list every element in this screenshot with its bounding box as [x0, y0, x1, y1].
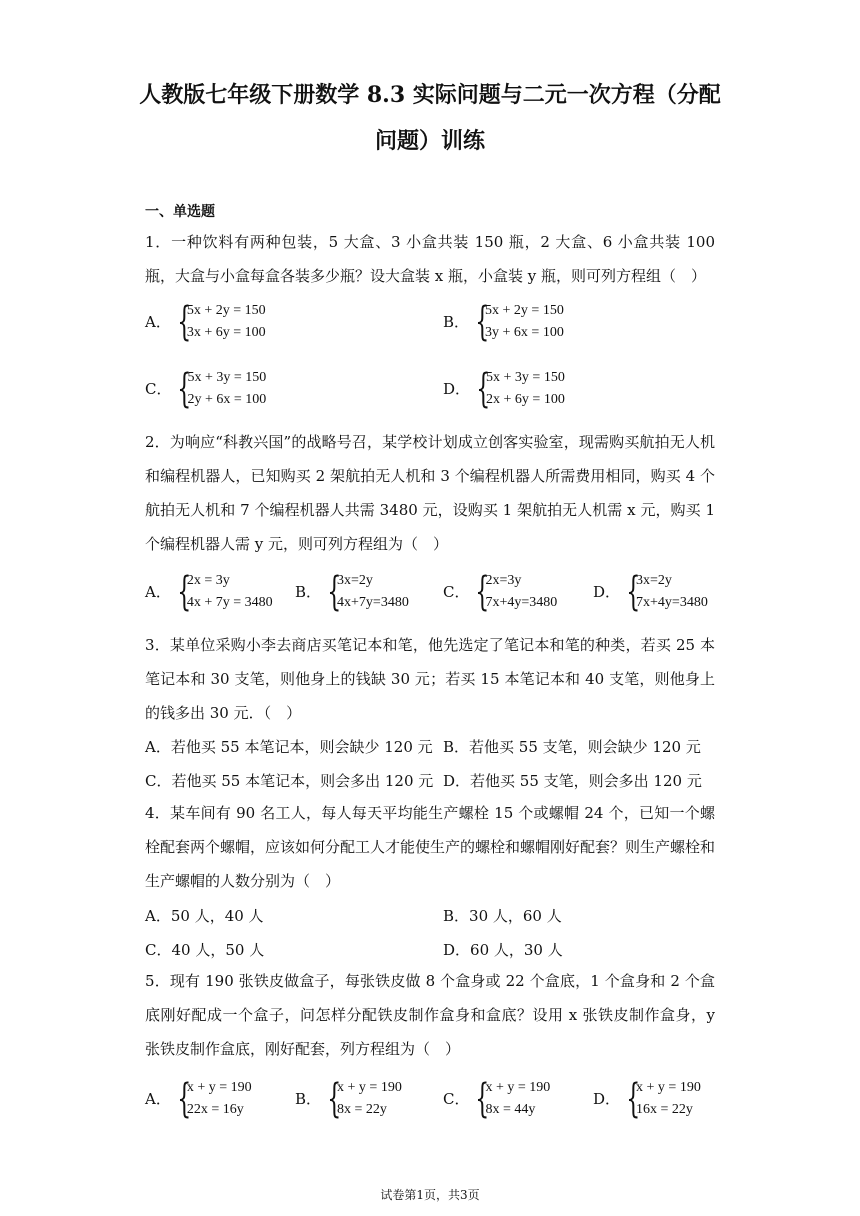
option-text: 50 人，40 人 [170, 907, 264, 925]
equation: 16x = 22y [636, 1102, 693, 1117]
page-footer: 试卷第1页，共3页 [380, 1188, 480, 1202]
option-label: B． [443, 738, 470, 756]
option-label: A． [145, 583, 171, 601]
option-label: A． [145, 907, 171, 925]
question-4-option-b[interactable] [443, 905, 562, 926]
equation: 8x = 22y [337, 1102, 387, 1117]
question-4-text: 4．某车间有 90 名工人，每人每天平均能生产螺栓 15 个或螺帽 24 个，已知一个螺栓配套两个螺帽，应该如何分配工人才能使生产的螺栓和螺帽刚好配套？则生产螺栓和生产螺帽的人数分别为（ ） [145, 804, 716, 890]
question-1-option-d[interactable]: D． { 5x + 3y = 150 2x + 6y = 100 [443, 366, 565, 412]
equation: 5x + 3y = 150 [486, 370, 565, 385]
question-3-text: 3．某单位采购小李去商店买笔记本和笔，他先选定了笔记本和笔的种类，若买 25 本笔记本和 30 支笔，则他身上的钱缺 30 元；若买 15 本笔记本和 40 支笔，则他身上的钱多出 30 元．（ ） [145, 636, 715, 722]
option-label: C． [145, 772, 172, 790]
option-label: D． [443, 380, 471, 398]
equation: 2x=3y [485, 573, 522, 588]
equation: 7x+4y=3480 [485, 595, 558, 610]
option-text: 30 人，60 人 [469, 907, 562, 925]
option-label: C． [443, 583, 470, 601]
equation: 4x + 7y = 3480 [186, 595, 273, 610]
equation: 3x=2y [337, 573, 373, 588]
option-label: C． [145, 941, 172, 959]
option-text: 若他买 55 支笔，则会多出 120 元 [470, 772, 702, 790]
option-label: A． [145, 1090, 171, 1108]
question-1-option-b[interactable]: B． { 5x + 2y = 150 3y + 6x = 100 [443, 299, 564, 345]
equation: 3x + 6y = 100 [186, 325, 266, 340]
question-2-text: 2．为响应“科教兴国”的战略号召，某学校计划成立创客实验室，现需购买航拍无人机和编程机器人，已知购买 2 架航拍无人机和 3 个编程机器人所需费用相同，购买 4 个航拍无人机和 7 个编程机器人共需 3480 元，设购买 1 架航拍无人机需 x 元，购买 1 个编程机器人需 y 元，则可列方程组为（ ） [145, 433, 715, 553]
option-label: B． [443, 907, 470, 925]
equation: 3y + 6x = 100 [485, 325, 564, 340]
title-line-2: 问题）训练 [374, 128, 485, 154]
question-3-option-c[interactable] [145, 770, 433, 791]
question-5-option-b[interactable]: B． { x + y = 190 8x = 22y [295, 1076, 402, 1122]
equation: x + y = 190 [636, 1080, 701, 1095]
equation: 3x=2y [636, 573, 672, 588]
equation: 5x + 3y = 150 [187, 370, 267, 385]
option-label: D． [593, 583, 621, 601]
question-4-option-c[interactable] [145, 939, 264, 960]
page-title [60, 72, 800, 164]
question-5-text: 5．现有 190 张铁皮做盒子，每张铁皮做 8 个盒身或 22 个盒底，1 个盒身和 2 个盒底刚好配成一个盒子，问怎样分配铁皮制作盒身和盒底？设用 x 张铁皮制作盒身，y 张铁皮制作盒底，刚好配套，列方程组为（ ） [145, 972, 715, 1058]
question-1-option-a[interactable]: A． { 5x + 2y = 150 3x + 6y = 100 [145, 299, 266, 345]
question-5-option-a[interactable]: A． { x + y = 190 22x = 16y [145, 1076, 252, 1122]
option-label: A． [145, 313, 171, 331]
option-text: 若他买 55 本笔记本，则会缺少 120 元 [170, 738, 433, 756]
option-label: D． [593, 1090, 621, 1108]
option-label: C． [443, 1090, 470, 1108]
question-3-option-a[interactable] [145, 736, 433, 757]
equation: 2x + 6y = 100 [486, 392, 565, 407]
equation: x + y = 190 [186, 1080, 252, 1095]
question-5-option-d[interactable]: D． { x + y = 190 16x = 22y [593, 1076, 701, 1122]
question-2-option-a[interactable]: A． { 2x = 3y 4x + 7y = 3480 [145, 569, 273, 615]
option-label: D． [443, 941, 471, 959]
question-4-option-d[interactable] [443, 939, 563, 960]
question-1-option-c[interactable]: C． { 5x + 3y = 150 2y + 6x = 100 [145, 366, 267, 412]
title-line-1: 人教版七年级下册数学 8.3 实际问题与二元一次方程（分配 [139, 82, 721, 108]
question-3-option-b[interactable] [443, 736, 701, 757]
option-text: 60 人，30 人 [470, 941, 563, 959]
equation: 5x + 2y = 150 [186, 303, 266, 318]
option-label: B． [295, 583, 322, 601]
equation: 5x + 2y = 150 [485, 303, 564, 318]
equation: 22x = 16y [186, 1102, 244, 1117]
question-2-option-c[interactable]: C． { 2x=3y 7x+4y=3480 [443, 569, 558, 615]
section-heading: 一、单选题 [145, 204, 215, 220]
equation: x + y = 190 [337, 1080, 402, 1095]
equation: x + y = 190 [485, 1080, 551, 1095]
option-text: 40 人，50 人 [171, 941, 265, 959]
question-2-option-b[interactable]: B． { 3x=2y 4x+7y=3480 [295, 569, 409, 615]
question-4-option-a[interactable] [145, 905, 264, 926]
question-5-option-c[interactable]: C． { x + y = 190 8x = 44y [443, 1076, 551, 1122]
option-text: 若他买 55 支笔，则会缺少 120 元 [469, 738, 701, 756]
option-label: A． [145, 738, 171, 756]
question-3-option-d[interactable] [443, 770, 702, 791]
question-2-option-d[interactable]: D． { 3x=2y 7x+4y=3480 [593, 569, 708, 615]
question-1-text: 1．一种饮料有两种包装，5 大盒、3 小盒共装 150 瓶，2 大盒、6 小盒共装 100 瓶，大盒与小盒每盒各装多少瓶？设大盒装 x 瓶，小盒装 y 瓶，则可列方程组（ ） [145, 233, 715, 285]
equation: 7x+4y=3480 [636, 595, 708, 610]
equation: 2y + 6x = 100 [187, 392, 267, 407]
option-text: 若他买 55 本笔记本，则会多出 120 元 [171, 772, 434, 790]
option-label: B． [295, 1090, 322, 1108]
equation: 2x = 3y [186, 573, 230, 588]
option-label: D． [443, 772, 471, 790]
option-label: B． [443, 313, 470, 331]
equation: 4x+7y=3480 [337, 595, 409, 610]
option-label: C． [145, 380, 172, 398]
equation: 8x = 44y [485, 1102, 536, 1117]
